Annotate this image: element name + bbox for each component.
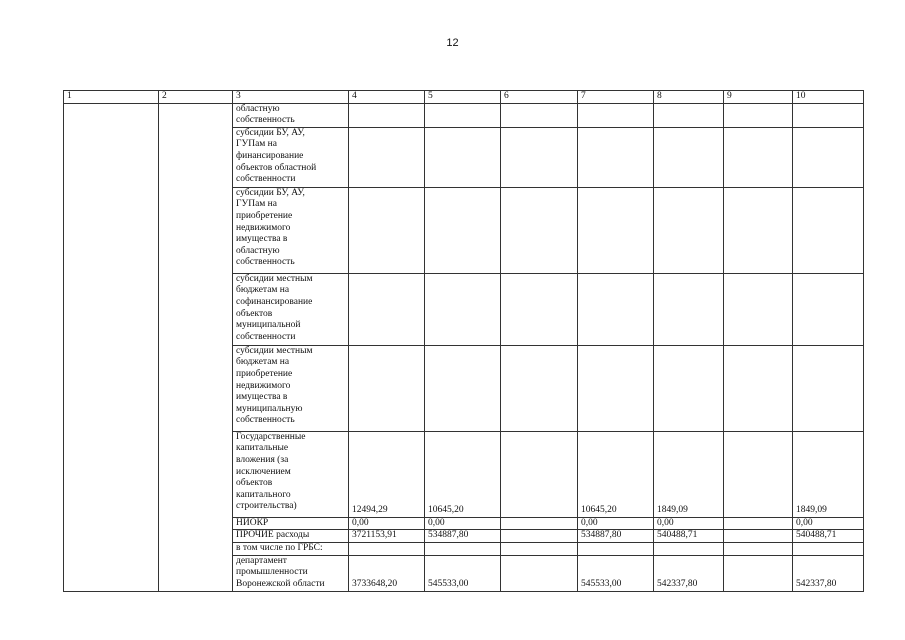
column-number: 2 xyxy=(159,91,233,104)
value-cell: 0,00 xyxy=(654,517,724,530)
value-cell: 0,00 xyxy=(793,517,864,530)
value-cell xyxy=(724,273,793,345)
row-label: областную собственность xyxy=(233,103,349,127)
value-cell xyxy=(654,542,724,555)
value-cell xyxy=(724,345,793,431)
value-cell xyxy=(501,103,578,127)
value-cell xyxy=(501,273,578,345)
value-cell xyxy=(425,103,501,127)
cell-col-2 xyxy=(159,103,233,591)
value-cell: 534887,80 xyxy=(425,530,501,543)
value-cell: 545533,00 xyxy=(425,555,501,591)
value-cell xyxy=(793,273,864,345)
value-cell xyxy=(501,555,578,591)
column-number: 1 xyxy=(64,91,159,104)
value-cell xyxy=(425,345,501,431)
value-cell xyxy=(349,345,425,431)
value-cell xyxy=(578,127,654,187)
value-cell: 12494,29 xyxy=(349,431,425,517)
row-label: субсидии БУ, АУ, ГУПам на финансирование объектов областной собственности xyxy=(233,127,349,187)
value-cell xyxy=(425,273,501,345)
value-cell xyxy=(425,187,501,273)
value-cell xyxy=(724,517,793,530)
value-cell xyxy=(349,542,425,555)
value-cell xyxy=(724,103,793,127)
value-cell xyxy=(578,273,654,345)
value-cell: 0,00 xyxy=(425,517,501,530)
value-cell: 10645,20 xyxy=(578,431,654,517)
cell-col-1 xyxy=(64,103,159,591)
row-label: субсидии местным бюджетам на приобретение недвижимого имущества в муниципальную собственность xyxy=(233,345,349,431)
value-cell: 0,00 xyxy=(349,517,425,530)
value-cell: 534887,80 xyxy=(578,530,654,543)
value-cell xyxy=(724,530,793,543)
value-cell xyxy=(654,345,724,431)
value-cell: 540488,71 xyxy=(654,530,724,543)
row-label: субсидии БУ, АУ, ГУПам на приобретение недвижимого имущества в областную собственность xyxy=(233,187,349,273)
value-cell xyxy=(501,187,578,273)
value-cell xyxy=(793,187,864,273)
value-cell xyxy=(578,187,654,273)
value-cell: 542337,80 xyxy=(793,555,864,591)
value-cell xyxy=(724,431,793,517)
column-number: 3 xyxy=(233,91,349,104)
value-cell: 542337,80 xyxy=(654,555,724,591)
value-cell xyxy=(501,127,578,187)
value-cell xyxy=(793,345,864,431)
value-cell xyxy=(349,127,425,187)
value-cell xyxy=(654,187,724,273)
row-label: НИОКР xyxy=(233,517,349,530)
value-cell xyxy=(654,273,724,345)
value-cell xyxy=(793,103,864,127)
value-cell: 1849,09 xyxy=(793,431,864,517)
column-number-row xyxy=(64,91,864,104)
column-number: 5 xyxy=(425,91,501,104)
value-cell xyxy=(349,187,425,273)
value-cell: 3721153,91 xyxy=(349,530,425,543)
value-cell xyxy=(501,431,578,517)
value-cell: 540488,71 xyxy=(793,530,864,543)
value-cell xyxy=(724,187,793,273)
column-number: 6 xyxy=(501,91,578,104)
value-cell xyxy=(425,542,501,555)
row-label: в том числе по ГРБС: xyxy=(233,542,349,555)
column-number: 7 xyxy=(578,91,654,104)
value-cell xyxy=(349,103,425,127)
value-cell xyxy=(724,542,793,555)
value-cell xyxy=(724,127,793,187)
value-cell xyxy=(654,103,724,127)
value-cell: 3733648,20 xyxy=(349,555,425,591)
column-number: 10 xyxy=(793,91,864,104)
value-cell xyxy=(793,127,864,187)
column-number: 8 xyxy=(654,91,724,104)
row-label: департамент промышленности Воронежской области xyxy=(233,555,349,591)
column-number: 4 xyxy=(349,91,425,104)
value-cell xyxy=(654,127,724,187)
value-cell xyxy=(425,127,501,187)
budget-table xyxy=(63,90,864,592)
value-cell xyxy=(578,345,654,431)
value-cell xyxy=(501,517,578,530)
value-cell xyxy=(501,542,578,555)
value-cell: 1849,09 xyxy=(654,431,724,517)
page-number: 12 xyxy=(446,37,459,49)
value-cell xyxy=(724,555,793,591)
value-cell: 545533,00 xyxy=(578,555,654,591)
table-row xyxy=(64,103,864,127)
value-cell xyxy=(349,273,425,345)
value-cell xyxy=(578,542,654,555)
column-number: 9 xyxy=(724,91,793,104)
value-cell xyxy=(501,345,578,431)
value-cell xyxy=(793,542,864,555)
row-label: ПРОЧИЕ расходы xyxy=(233,530,349,543)
value-cell: 10645,20 xyxy=(425,431,501,517)
value-cell xyxy=(578,103,654,127)
row-label: Государственные капитальные вложения (за исключением объектов капитального строительства) xyxy=(233,431,349,517)
value-cell xyxy=(501,530,578,543)
value-cell: 0,00 xyxy=(578,517,654,530)
row-label: субсидии местным бюджетам на софинансирование объектов муниципальной собственности xyxy=(233,273,349,345)
